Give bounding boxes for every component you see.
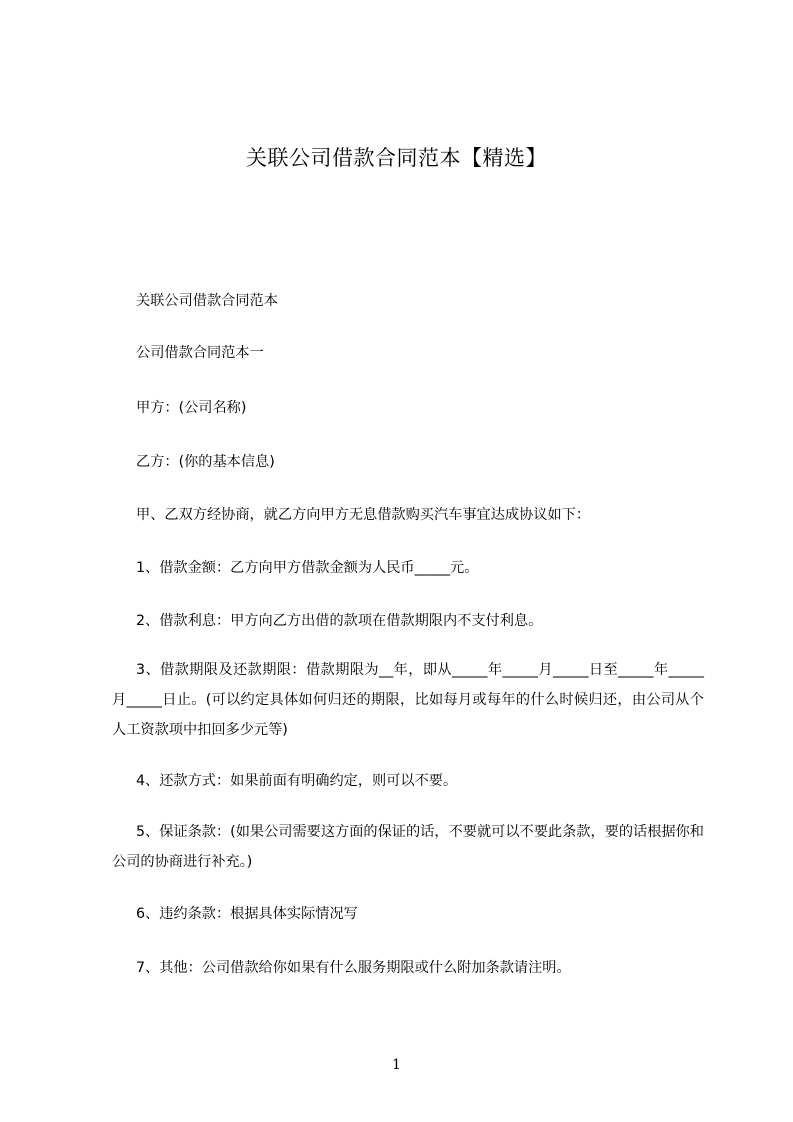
paragraph-agreement-intro: 甲、乙双方经协商，就乙方向甲方无息借款购买汽车事宜达成协议如下： — [136, 507, 591, 523]
paragraph-clause-6: 6、违约条款：根据具体实际情况写 — [136, 906, 358, 922]
paragraph-party-a: 甲方：(公司名称) — [136, 400, 247, 416]
paragraph-clause-3: 3、借款期限及还款期限：借款期限为__年，即从_____年_____月_____日至_____年_____月_____日止。(可以约定具体如何归还的期限，比如每月或每年的什么时候归还，由公司从个人工资款项中扣回多少元等) — [112, 662, 704, 738]
paragraph-clause-5: 5、保证条款：(如果公司需要这方面的保证的话，不要就可以不要此条款，要的话根据你和公司的协商进行补充。) — [112, 824, 704, 870]
paragraph-clause-7: 7、其他：公司借款给你如果有什么服务期限或什么附加条款请注明。 — [136, 960, 571, 976]
paragraph-subheading: 公司借款合同范本一 — [136, 345, 264, 361]
page-number: 1 — [392, 1057, 401, 1073]
document-title: 关联公司借款合同范本【精选】 — [246, 146, 547, 170]
paragraph-clause-4: 4、还款方式：如果前面有明确约定，则可以不要。 — [136, 773, 458, 789]
paragraph-party-b: 乙方：(你的基本信息) — [136, 454, 275, 470]
paragraph-clause-1: 1、借款金额：乙方向甲方借款金额为人民币_____元。 — [136, 560, 479, 576]
paragraph-clause-2: 2、借款利息：甲方向乙方出借的款项在借款期限内不支付利息。 — [136, 613, 543, 629]
paragraph-heading: 关联公司借款合同范本 — [136, 293, 278, 309]
